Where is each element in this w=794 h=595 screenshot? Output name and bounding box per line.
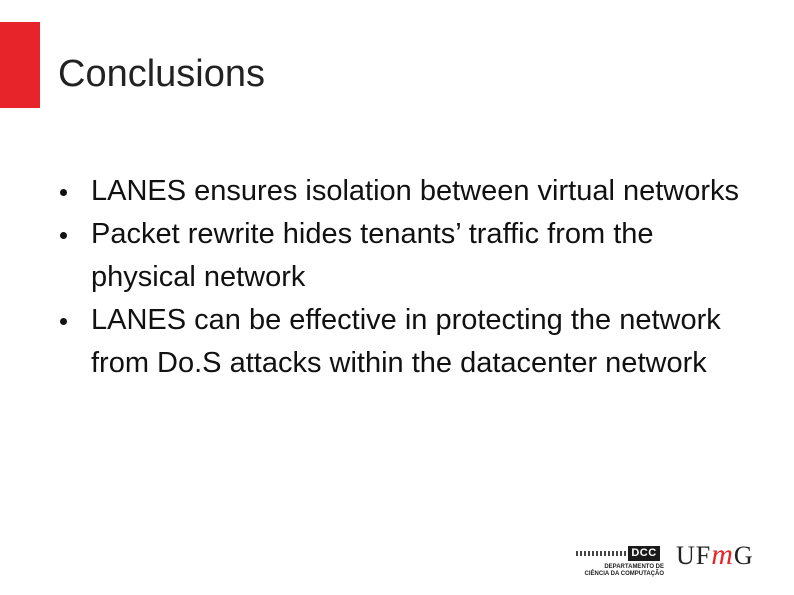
dcc-logo-mark: DCC bbox=[628, 546, 660, 561]
dcc-logo-stripe bbox=[576, 551, 626, 556]
ufmg-logo-m: m bbox=[711, 538, 734, 571]
bullet-dot-icon bbox=[60, 232, 67, 239]
title-accent-bar bbox=[0, 22, 40, 108]
dcc-logo-line1: DEPARTAMENTO DE bbox=[604, 564, 664, 570]
bullet-dot-icon bbox=[60, 318, 67, 325]
bullet-text: LANES ensures isolation between virtual networks bbox=[91, 175, 739, 207]
bullet-item bbox=[60, 299, 760, 385]
slide-title: Conclusions bbox=[58, 53, 265, 95]
bullet-text: Packet rewrite hides tenants’ traffic from the physical network bbox=[91, 218, 654, 293]
ufmg-logo bbox=[676, 538, 776, 581]
ufmg-logo-g: G bbox=[733, 541, 754, 570]
ufmg-logo-u: U bbox=[676, 541, 696, 570]
bullet-item bbox=[60, 213, 760, 299]
dcc-logo-line2: CIÊNCIA DA COMPUTAÇÃO bbox=[584, 571, 664, 577]
ufmg-logo-f: F bbox=[695, 541, 712, 570]
bullet-list bbox=[60, 170, 760, 385]
dcc-logo bbox=[570, 540, 664, 584]
bullet-item bbox=[60, 170, 760, 213]
bullet-text: LANES can be effective in protecting the network from Do.S attacks within the datacenter network bbox=[91, 304, 721, 379]
bullet-dot-icon bbox=[60, 189, 67, 196]
